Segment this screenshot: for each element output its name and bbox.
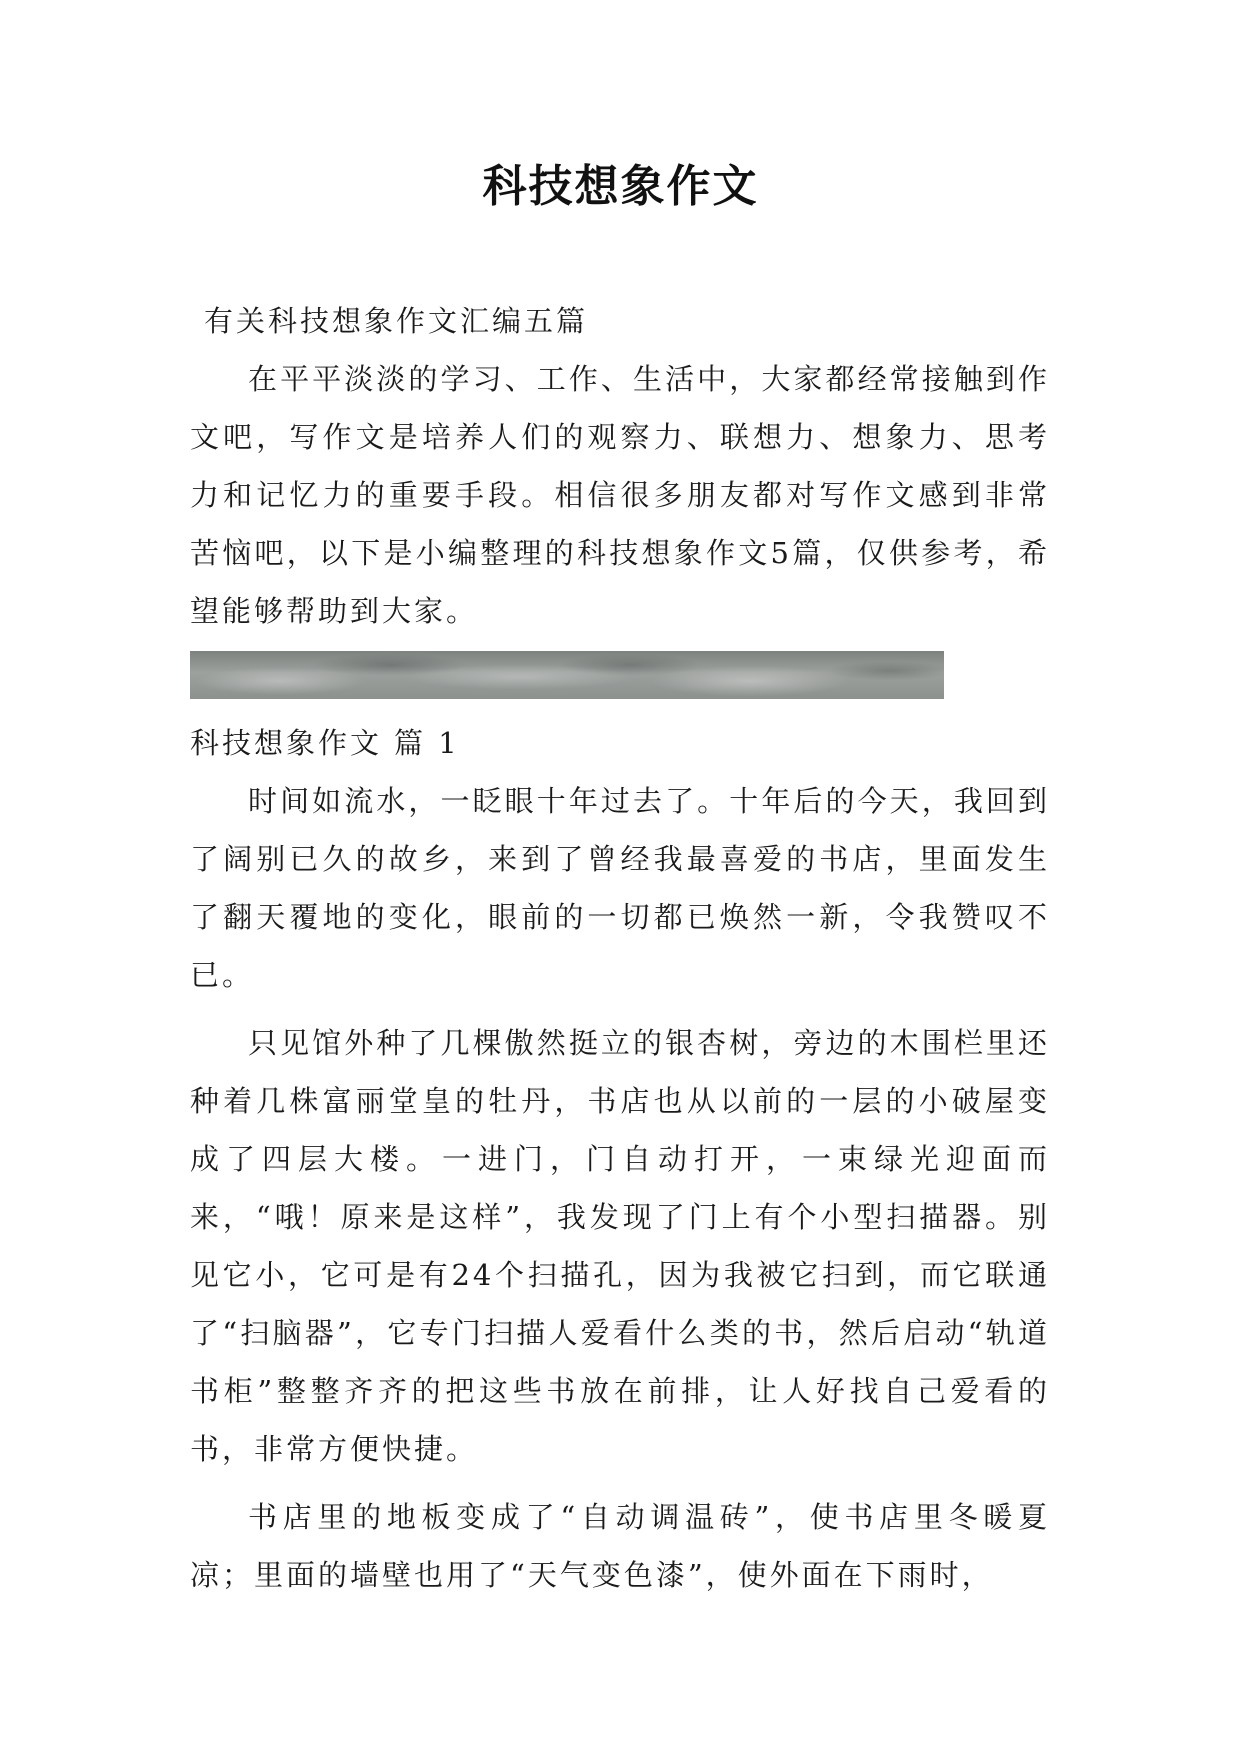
paragraph-spacer (190, 1478, 1050, 1488)
body-paragraph: 书店里的地板变成了“自动调温砖”，使书店里冬暖夏凉；里面的墙壁也用了“天气变色漆”，使外面在下雨时， (190, 1500, 1050, 1592)
cloudy-sky-image (190, 651, 944, 699)
page-title: 科技想象作文 (482, 161, 759, 212)
paragraph-spacer (190, 1004, 1050, 1014)
intro-paragraph: 在平平淡淡的学习、工作、生活中，大家都经常接触到作文吧，写作文是培养人们的观察力、联想力、想象力、思考力和记忆力的重要手段。相信很多朋友都对写作文感到非常苦恼吧，以下是小编整理的科技想象作文5篇，仅供参考，希望能够帮助到大家。 (190, 362, 1050, 628)
document-subtitle: 有关科技想象作文汇编五篇 (204, 304, 589, 338)
section-part-label: 篇 1 (394, 726, 460, 760)
section-title: 科技想象作文 (190, 726, 383, 760)
body-paragraph: 只见馆外种了几棵傲然挺立的银杏树，旁边的木围栏里还种着几株富丽堂皇的牡丹，书店也从以前的一层的小破屋变成了四层大楼。一进门，门自动打开，一束绿光迎面而来，“哦！原来是这样”，我发现了门上有个小型扫描器。别见它小，它可是有24个扫描孔，因为我被它扫到，而它联通了“扫脑器”，它专门扫描人爱看什么类的书，然后启动“轨道书柜”整整齐齐的把这些书放在前排，让人好找自己爱看的书，非常方便快捷。 (190, 1026, 1050, 1466)
section-heading (190, 714, 1050, 772)
document-body (190, 292, 1050, 1604)
body-paragraph: 时间如流水，一眨眼十年过去了。十年后的今天，我回到了阔别已久的故乡，来到了曾经我最喜爱的书店，里面发生了翻天覆地的变化，眼前的一切都已焕然一新，令我赞叹不已。 (190, 784, 1050, 992)
